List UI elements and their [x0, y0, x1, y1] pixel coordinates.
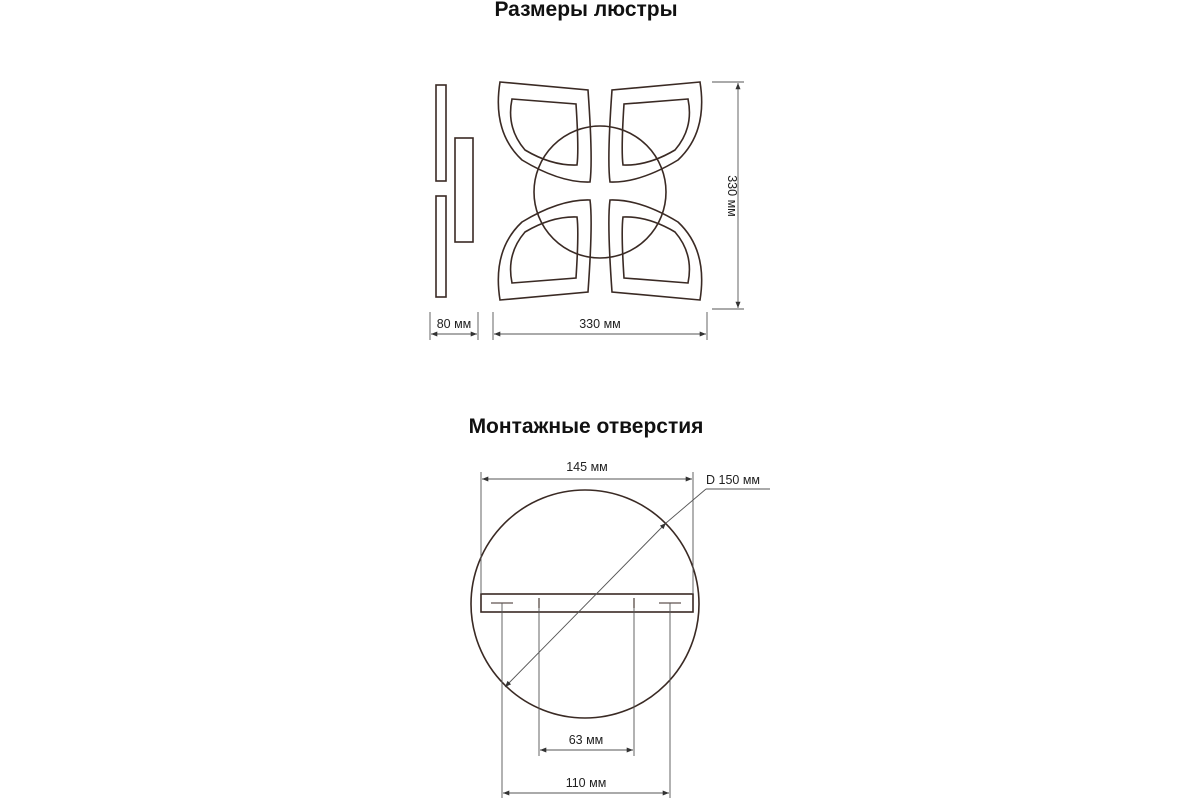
plate-width-label: 145 мм [566, 460, 608, 474]
diameter-label: D 150 мм [706, 473, 761, 487]
inner-holes-dimension [539, 608, 634, 756]
top-view [498, 82, 701, 300]
chandelier-title: Размеры люстры [494, 0, 678, 21]
side-view [436, 85, 473, 297]
outer-holes-label: 110 мм [565, 776, 607, 790]
petal-bottom-right [609, 200, 702, 300]
inner-holes-label: 63 мм [568, 733, 604, 747]
petal-bottom-left [498, 200, 591, 300]
diameter-dimension [505, 473, 770, 687]
center-ring [534, 126, 666, 258]
height-dimension [712, 82, 744, 309]
petal-top-left [498, 82, 591, 182]
depth-dimension [430, 312, 478, 340]
width-label: 330 мм [579, 317, 621, 331]
width-dimension [493, 312, 707, 340]
mounting-title: Монтажные отверстия [468, 415, 704, 438]
petal-top-right [609, 82, 702, 182]
plate-width-dimension [481, 460, 693, 594]
depth-label: 80 мм [436, 317, 472, 331]
height-label: 330 мм [725, 175, 739, 217]
